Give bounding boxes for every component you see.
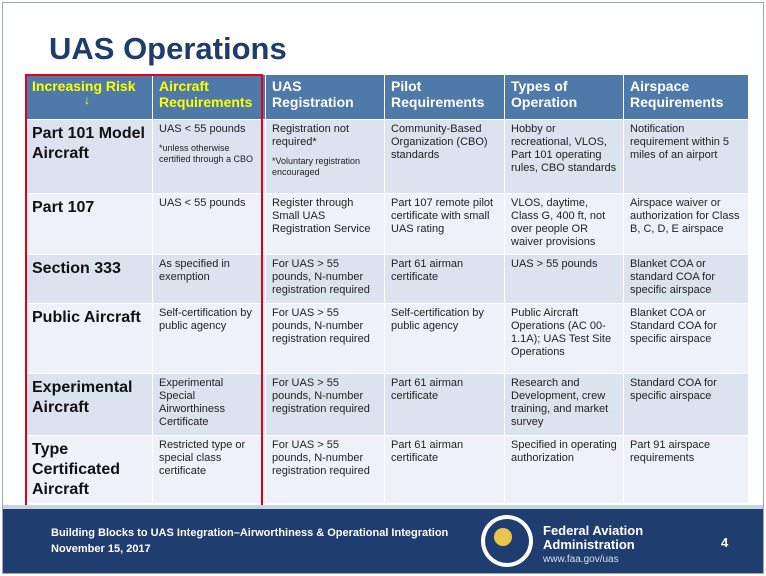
cell-pilot: Part 61 airman certificate <box>385 255 505 304</box>
cell-registration: For UAS > 55 pounds, N-number registration required <box>266 374 385 436</box>
cell-registration <box>266 120 385 194</box>
seal-center <box>494 528 512 546</box>
cell-aircraft: Experimental Special Airworthiness Certificate <box>153 374 266 436</box>
column-header-registration: UAS Registration <box>266 75 385 120</box>
page-number: 4 <box>721 535 729 550</box>
cell-text: UAS < 55 pounds <box>159 123 246 135</box>
faa-seal-icon <box>481 515 533 567</box>
table-row <box>26 120 749 194</box>
cell-airspace: Blanket COA or Standard COA for specific airspace <box>624 304 749 374</box>
row-header: Part 101 Model Aircraft <box>26 120 153 194</box>
row-header: Part 107 <box>26 194 153 255</box>
table-row <box>26 194 749 255</box>
faa-name-line1: Federal Aviation <box>543 523 644 538</box>
cell-operation: VLOS, daytime, Class G, 400 ft, not over people OR waiver provisions <box>505 194 624 255</box>
column-header-aircraft: Aircraft Requirements <box>153 75 266 120</box>
cell-airspace: Blanket COA or standard COA for specific airspace <box>624 255 749 304</box>
column-header-airspace: Airspace Requirements <box>624 75 749 120</box>
table-row <box>26 374 749 436</box>
cell-airspace: Standard COA for specific airspace <box>624 374 749 436</box>
cell-operation: Research and Development, crew training, and market survey <box>505 374 624 436</box>
footer-caption <box>51 525 448 557</box>
cell-airspace: Airspace waiver or authorization for Class B, C, D, E airspace <box>624 194 749 255</box>
cell-pilot: Part 61 airman certificate <box>385 436 505 504</box>
footer-date: November 15, 2017 <box>51 543 151 555</box>
table-row <box>26 436 749 504</box>
uas-operations-table <box>25 74 749 504</box>
cell-pilot: Part 107 remote pilot certificate with small UAS rating <box>385 194 505 255</box>
cell-aircraft: UAS < 55 pounds <box>153 194 266 255</box>
cell-operation: UAS > 55 pounds <box>505 255 624 304</box>
cell-airspace: Part 91 airspace requirements <box>624 436 749 504</box>
slide <box>2 2 764 574</box>
cell-operation: Hobby or recreational, VLOS, Part 101 operating rules, CBO standards <box>505 120 624 194</box>
faa-branding <box>543 524 643 568</box>
cell-pilot: Part 61 airman certificate <box>385 374 505 436</box>
page-title: UAS Operations <box>49 31 287 66</box>
row-header: Type Certificated Aircraft <box>26 436 153 504</box>
column-header-risk <box>26 75 153 120</box>
column-header-pilot: Pilot Requirements <box>385 75 505 120</box>
cell-aircraft: As specified in exemption <box>153 255 266 304</box>
cell-operation: Public Aircraft Operations (AC 00-1.1A); UAS Test Site Operations <box>505 304 624 374</box>
down-arrow-icon: ↓ <box>84 93 90 107</box>
cell-registration: For UAS > 55 pounds, N-number registration required <box>266 255 385 304</box>
cell-note: *Voluntary registration encouraged <box>272 156 361 177</box>
cell-airspace: Notification requirement within 5 miles of an airport <box>624 120 749 194</box>
row-header: Experimental Aircraft <box>26 374 153 436</box>
cell-operation: Specified in operating authorization <box>505 436 624 504</box>
table-row <box>26 304 749 374</box>
column-header-operation: Types of Operation <box>505 75 624 120</box>
cell-registration: For UAS > 55 pounds, N-number registration required <box>266 436 385 504</box>
cell-pilot: Self-certification by public agency <box>385 304 505 374</box>
cell-registration: Register through Small UAS Registration Service <box>266 194 385 255</box>
faa-name-line2: Administration <box>543 537 635 552</box>
cell-aircraft: Self-certification by public agency <box>153 304 266 374</box>
faa-url-link[interactable]: www.faa.gov/uas <box>543 554 619 565</box>
cell-pilot: Community-Based Organization (CBO) standards <box>385 120 505 194</box>
header-row <box>26 75 749 120</box>
column-header-label: Increasing Risk <box>32 78 136 94</box>
cell-note: *unless otherwise certified through a CBO <box>159 143 254 164</box>
cell-text: Registration not required* <box>272 123 350 148</box>
cell-aircraft <box>153 120 266 194</box>
cell-aircraft: Restricted type or special class certificate <box>153 436 266 504</box>
cell-registration: For UAS > 55 pounds, N-number registration required <box>266 304 385 374</box>
row-header: Public Aircraft <box>26 304 153 374</box>
row-header: Section 333 <box>26 255 153 304</box>
footer-event-title: Building Blocks to UAS Integration–Airworthiness & Operational Integration <box>51 527 449 539</box>
table-row <box>26 255 749 304</box>
